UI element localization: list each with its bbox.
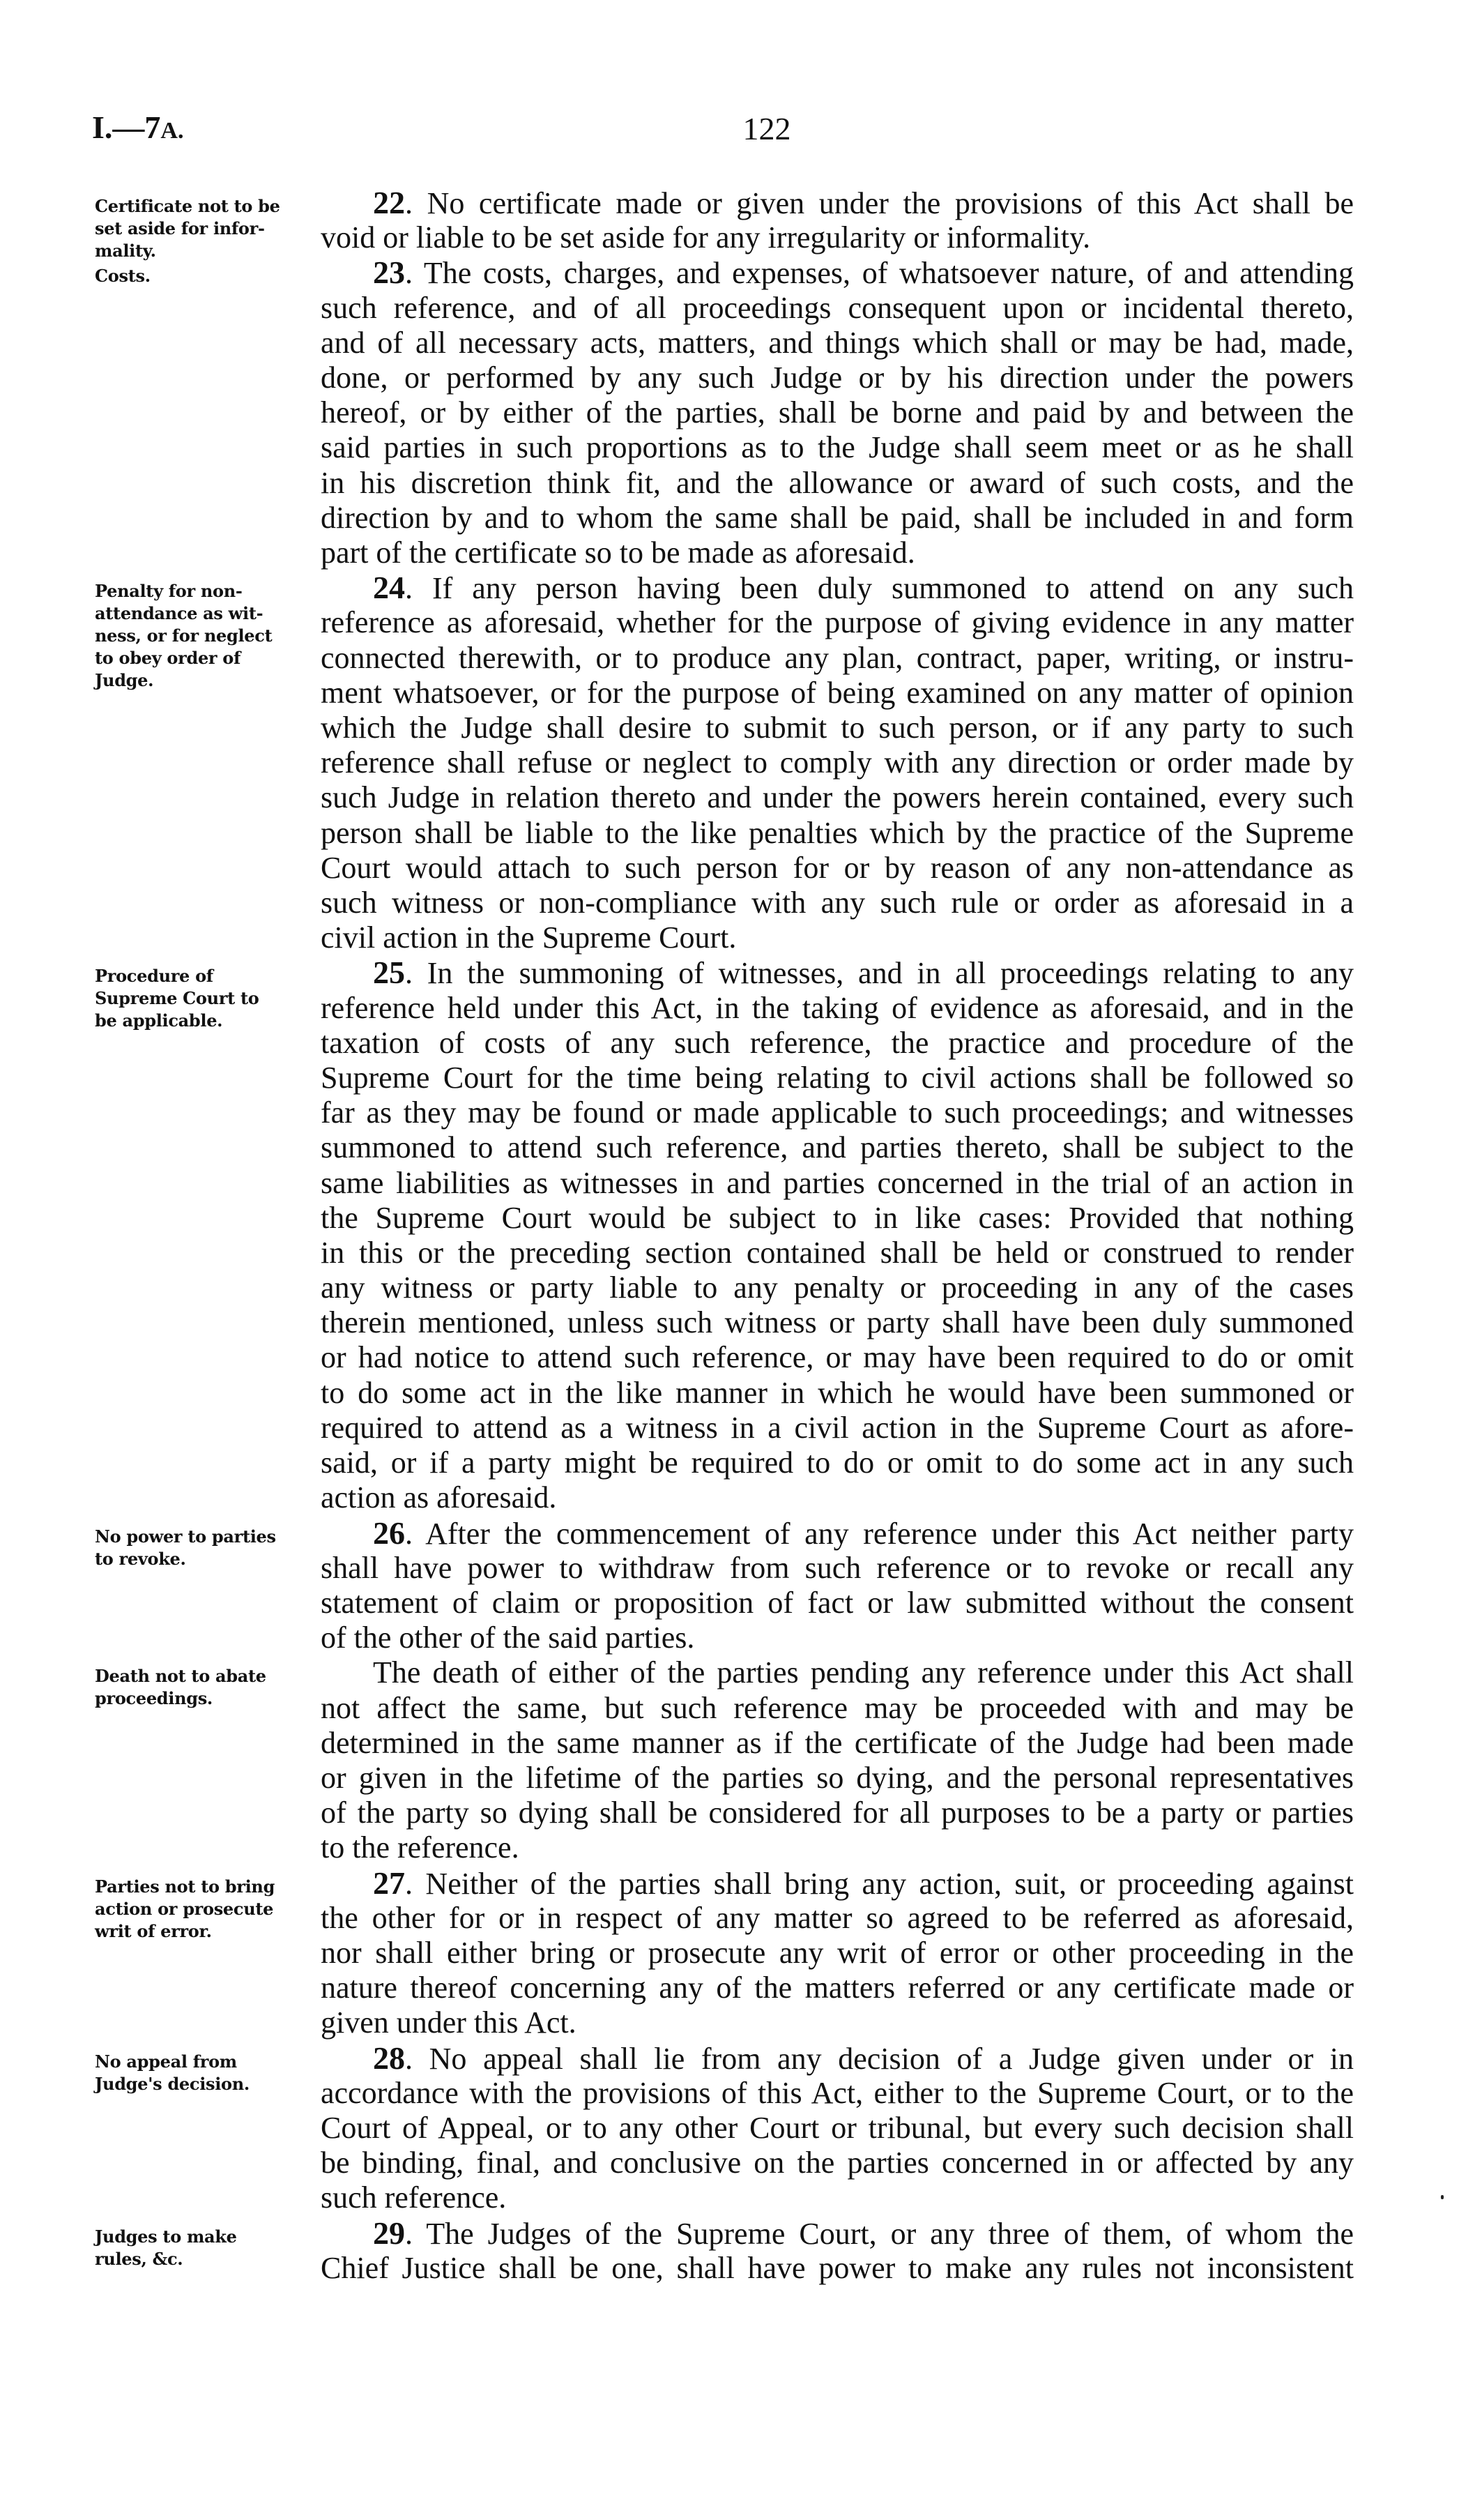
line-text: said parties in such proportions as to the Judge shall seem meet or as he shall (321, 430, 1354, 465)
text-line (321, 466, 1354, 501)
section-number: 28 (373, 2040, 405, 2076)
line-text: nature thereof concerning any of the matters referred or any certificate made or (321, 1971, 1354, 2005)
text-line (321, 605, 1354, 640)
line-text: shall have power to withdraw from such reference or to revoke or recall any (321, 1550, 1354, 1585)
text-line (321, 816, 1354, 851)
line-text: If any person having been duly summoned to attend on any such (431, 571, 1354, 606)
margin-note-line: Judge. (95, 670, 154, 691)
text-line (321, 1620, 1354, 1655)
line-text: No certificate made or given under the provisions of this Act shall be (427, 186, 1354, 220)
line-text: such reference, and of all proceedings consequent upon or incidental thereto, (321, 290, 1354, 325)
line-text: to the reference. (321, 1830, 519, 1865)
margin-note-line: ness, or for neglect (95, 625, 273, 646)
line-text: of the other of the said parties. (321, 1620, 695, 1655)
text-line (321, 1130, 1354, 1165)
line-text: civil action in the Supreme Court. (321, 920, 737, 955)
text-line (321, 1761, 1354, 1796)
text-line (321, 1095, 1354, 1130)
text-line (321, 1830, 1354, 1865)
line-text: summoned to attend such reference, and parties thereto, shall be subject to the (321, 1130, 1354, 1165)
margin-note (95, 1526, 304, 1570)
line-text: be binding, final, and conclusive on the parties concerned in or affected by any (321, 2146, 1354, 2180)
text-line (321, 780, 1354, 815)
section-25 (321, 955, 1354, 1515)
text-line (321, 1936, 1354, 1971)
text-line (321, 1270, 1354, 1305)
text-line (321, 851, 1354, 886)
line-text: taxation of costs of any such reference, the practice and procedure of the (321, 1025, 1354, 1060)
line-text: reference shall refuse or neglect to comply with any direction or order made by (321, 745, 1354, 780)
running-head-smallcap: A. (160, 118, 184, 144)
section-22 (321, 185, 1354, 255)
margin-note-line: Parties not to bring (95, 1876, 275, 1897)
line-text: Court of Appeal, or to any other Court or tribunal, but every such decision shall (321, 2110, 1354, 2145)
line-text: such witness or non-compliance with any such rule or order as aforesaid in a (321, 885, 1354, 920)
line-text: said, or if a party might be required to do or omit to do some act in any such (321, 1445, 1354, 1480)
line-text: No appeal shall lie from any decision of a Judge given under or in (429, 2041, 1354, 2076)
line-text: or given in the lifetime of the parties so dying, and the personal representatives (321, 1760, 1354, 1795)
line-text: such reference. (321, 2180, 507, 2215)
text-line: 22. No certificate made or given under the provisions of this Act shall be (373, 185, 1354, 220)
text-line (321, 641, 1354, 676)
line-text: action as aforesaid. (321, 1480, 557, 1515)
line-text: determined in the same manner as if the certificate of the Judge had been made (321, 1725, 1354, 1760)
text-line: 29. The Judges of the Supreme Court, or any three of them, of whom the (373, 2215, 1354, 2251)
text-line: 27. Neither of the parties shall bring any action, suit, or proceeding against (373, 1865, 1354, 1901)
margin-note-line: Procedure of (95, 966, 213, 987)
text-line (321, 1901, 1354, 1936)
page-number: 122 (742, 111, 791, 146)
line-text: in this or the preceding section contained shall be held or construed to render (321, 1235, 1354, 1270)
line-text: which the Judge shall desire to submit to such person, or if any party to such (321, 710, 1354, 745)
margin-note-line: be applicable. (95, 1010, 223, 1031)
line-text: Supreme Court for the time being relating to civil actions shall be followed so (321, 1060, 1354, 1095)
margin-note (95, 2226, 304, 2270)
line-text: therein mentioned, unless such witness or party shall have been duly summoned (321, 1305, 1354, 1340)
line-text: After the commencement of any reference under this Act neither party (425, 1516, 1354, 1551)
text-line (321, 991, 1354, 1026)
margin-note-line: Certificate not to be (95, 196, 280, 216)
section-number: 27 (373, 1865, 405, 1901)
text-line (321, 2180, 1354, 2215)
text-line (321, 1691, 1354, 1726)
text-line (321, 501, 1354, 536)
line-text: far as they may be found or made applicable to such proceedings; and witnesses (321, 1095, 1354, 1130)
margin-note-line: Supreme Court to (95, 988, 259, 1009)
margin-note-line: Judges to make (95, 2226, 237, 2247)
margin-note-line: action or prosecute (95, 1898, 274, 1919)
running-head (92, 110, 183, 149)
paragraph (321, 1655, 1354, 1865)
section-27 (321, 1866, 1354, 2041)
text-line: 25. In the summoning of witnesses, and in all proceedings relating to any (373, 955, 1354, 991)
line-text: Chief Justice shall be one, shall have power to make any rules not inconsistent (321, 2250, 1354, 2285)
text-line (321, 886, 1354, 920)
line-text: reference held under this Act, in the taking of evidence as aforesaid, and in the (321, 990, 1354, 1025)
text-line (321, 1026, 1354, 1061)
text-line (321, 1796, 1354, 1830)
margin-note (95, 965, 304, 1032)
line-text: The Judges of the Supreme Court, or any three of them, of whom the (426, 2216, 1354, 2251)
text-line (321, 1445, 1354, 1480)
line-text: direction by and to whom the same shall be paid, shall be included in and form (321, 500, 1354, 535)
margin-note (95, 195, 304, 262)
text-line (321, 1971, 1354, 2005)
text-line: 26. After the commencement of any reference under this Act neither party (373, 1515, 1354, 1551)
margin-note (95, 265, 304, 287)
margin-note-line: writ of error. (95, 1920, 212, 1941)
section-number: 25 (373, 955, 405, 991)
margin-note-line: to obey order of (95, 648, 241, 669)
line-text: given under this Act. (321, 2005, 576, 2040)
text-line (321, 2251, 1354, 2286)
section-26 (321, 1516, 1354, 1656)
line-text: In the summoning of witnesses, and in all proceedings relating to any (427, 956, 1354, 991)
margin-note-line: Penalty for non- (95, 581, 243, 602)
line-text: The costs, charges, and expenses, of whatsoever nature, of and attending (423, 256, 1354, 291)
section-number: 23 (373, 255, 405, 291)
margin-note-line: mality. (95, 241, 156, 261)
line-text: the other for or in respect of any matter so agreed to be referred as aforesaid, (321, 1900, 1354, 1935)
margin-note-line: rules, &c. (95, 2248, 183, 2269)
text-line (321, 1061, 1354, 1095)
text-line (321, 1655, 1354, 1690)
line-text: required to attend as a witness in a civil action in the Supreme Court as afore- (321, 1410, 1354, 1445)
text-line: 23. The costs, charges, and expenses, of whatsoever nature, of and attending (373, 255, 1354, 291)
text-line (321, 1236, 1354, 1270)
line-text: Court would attach to such person for or by reason of any non-attendance as (321, 850, 1354, 885)
line-text: part of the certificate so to be made as aforesaid. (321, 535, 915, 570)
section-23 (321, 255, 1354, 570)
text-line (321, 1586, 1354, 1620)
line-text: same liabilities as witnesses in and parties concerned in the trial of an action in (321, 1165, 1354, 1200)
text-line (321, 291, 1354, 326)
margin-note-line: Death not to abate (95, 1666, 266, 1687)
line-text: of the party so dying shall be considered for all purposes to be a party or parties (321, 1796, 1354, 1830)
line-text: any witness or party liable to any penalty or proceeding in any of the cases (321, 1270, 1354, 1305)
line-text: person shall be liable to the like penalties which by the practice of the Supreme (321, 815, 1354, 850)
text-line (321, 2076, 1354, 2111)
line-text: or had notice to attend such reference, or may have been required to do or omit (321, 1340, 1354, 1375)
margin-note-line: set aside for infor- (95, 218, 265, 238)
text-line (321, 1166, 1354, 1201)
text-line (321, 1411, 1354, 1445)
section-number: 22 (373, 185, 405, 220)
text-line (321, 1376, 1354, 1411)
margin-note-line: No appeal from (95, 2051, 237, 2072)
text-line (321, 1305, 1354, 1340)
margin-note (95, 2051, 304, 2095)
text-line (321, 1201, 1354, 1236)
section-number: 29 (373, 2215, 405, 2251)
text-line: 28. No appeal shall lie from any decision of a Judge given under or in (373, 2040, 1354, 2076)
margin-note (95, 580, 304, 692)
text-line (321, 1726, 1354, 1761)
margin-note (95, 1665, 304, 1710)
text-line (321, 360, 1354, 395)
text-line (321, 920, 1354, 955)
section-24 (321, 570, 1354, 955)
line-text: The death of either of the parties pending any reference under this Act shall (373, 1655, 1354, 1690)
text-line (321, 430, 1354, 465)
line-text: void or liable to be set aside for any irregularity or informality. (321, 220, 1091, 255)
section-number: 26 (373, 1515, 405, 1551)
text-line (321, 220, 1354, 255)
text-line (321, 676, 1354, 711)
line-text: in his discretion think fit, and the allowance or award of such costs, and the (321, 465, 1354, 500)
text-line (321, 395, 1354, 430)
text-line (321, 536, 1354, 570)
running-head-main: I.—7 (92, 109, 161, 145)
margin-note-line: No power to parties (95, 1526, 276, 1547)
margin-note-line: Judge's decision. (95, 2073, 250, 2094)
text-line (321, 2146, 1354, 2180)
section-29 (321, 2216, 1354, 2286)
section-number: 24 (373, 570, 405, 606)
line-text: such Judge in relation thereto and under the powers herein contained, every such (321, 780, 1354, 815)
line-text: nor shall either bring or prosecute any writ of error or other proceeding in the (321, 1935, 1354, 1970)
margin-note-line: proceedings. (95, 1688, 213, 1709)
line-text: done, or performed by any such Judge or by his direction under the powers (321, 360, 1354, 395)
section-28 (321, 2041, 1354, 2216)
margin-note-line: attendance as wit- (95, 603, 263, 624)
print-speck (1441, 2195, 1444, 2199)
line-text: to do some act in the like manner in which he would have been summoned or (321, 1375, 1354, 1410)
text-line: 24. If any person having been duly summoned to attend on any such (373, 570, 1354, 606)
margin-note-line: Costs. (95, 266, 151, 287)
line-text: and of all necessary acts, matters, and things which shall or may be had, made, (321, 325, 1354, 360)
line-text: Neither of the parties shall bring any action, suit, or proceeding against (425, 1866, 1354, 1901)
line-text: hereof, or by either of the parties, shall be borne and paid by and between the (321, 395, 1354, 430)
line-text: ment whatsoever, or for the purpose of being examined on any matter of opinion (321, 675, 1354, 710)
margin-note-line: to revoke. (95, 1548, 186, 1569)
line-text: reference as aforesaid, whether for the purpose of giving evidence in any matter (321, 605, 1354, 640)
margin-note (95, 1876, 304, 1943)
line-text: not affect the same, but such reference may be proceeded with and may be (321, 1690, 1354, 1725)
text-line (321, 1480, 1354, 1515)
line-text: accordance with the provisions of this Act, either to the Supreme Court, or to the (321, 2075, 1354, 2110)
line-text: the Supreme Court would be subject to in like cases: Provided that nothing (321, 1200, 1354, 1235)
line-text: statement of claim or proposition of fact or law submitted without the consent (321, 1585, 1354, 1620)
text-line (321, 326, 1354, 360)
text-line (321, 1340, 1354, 1375)
text-line (321, 2111, 1354, 2146)
text-line (321, 745, 1354, 780)
text-line (321, 2005, 1354, 2040)
text-line (321, 1551, 1354, 1586)
text-line (321, 711, 1354, 745)
line-text: connected therewith, or to produce any plan, contract, paper, writing, or instru- (321, 640, 1354, 675)
